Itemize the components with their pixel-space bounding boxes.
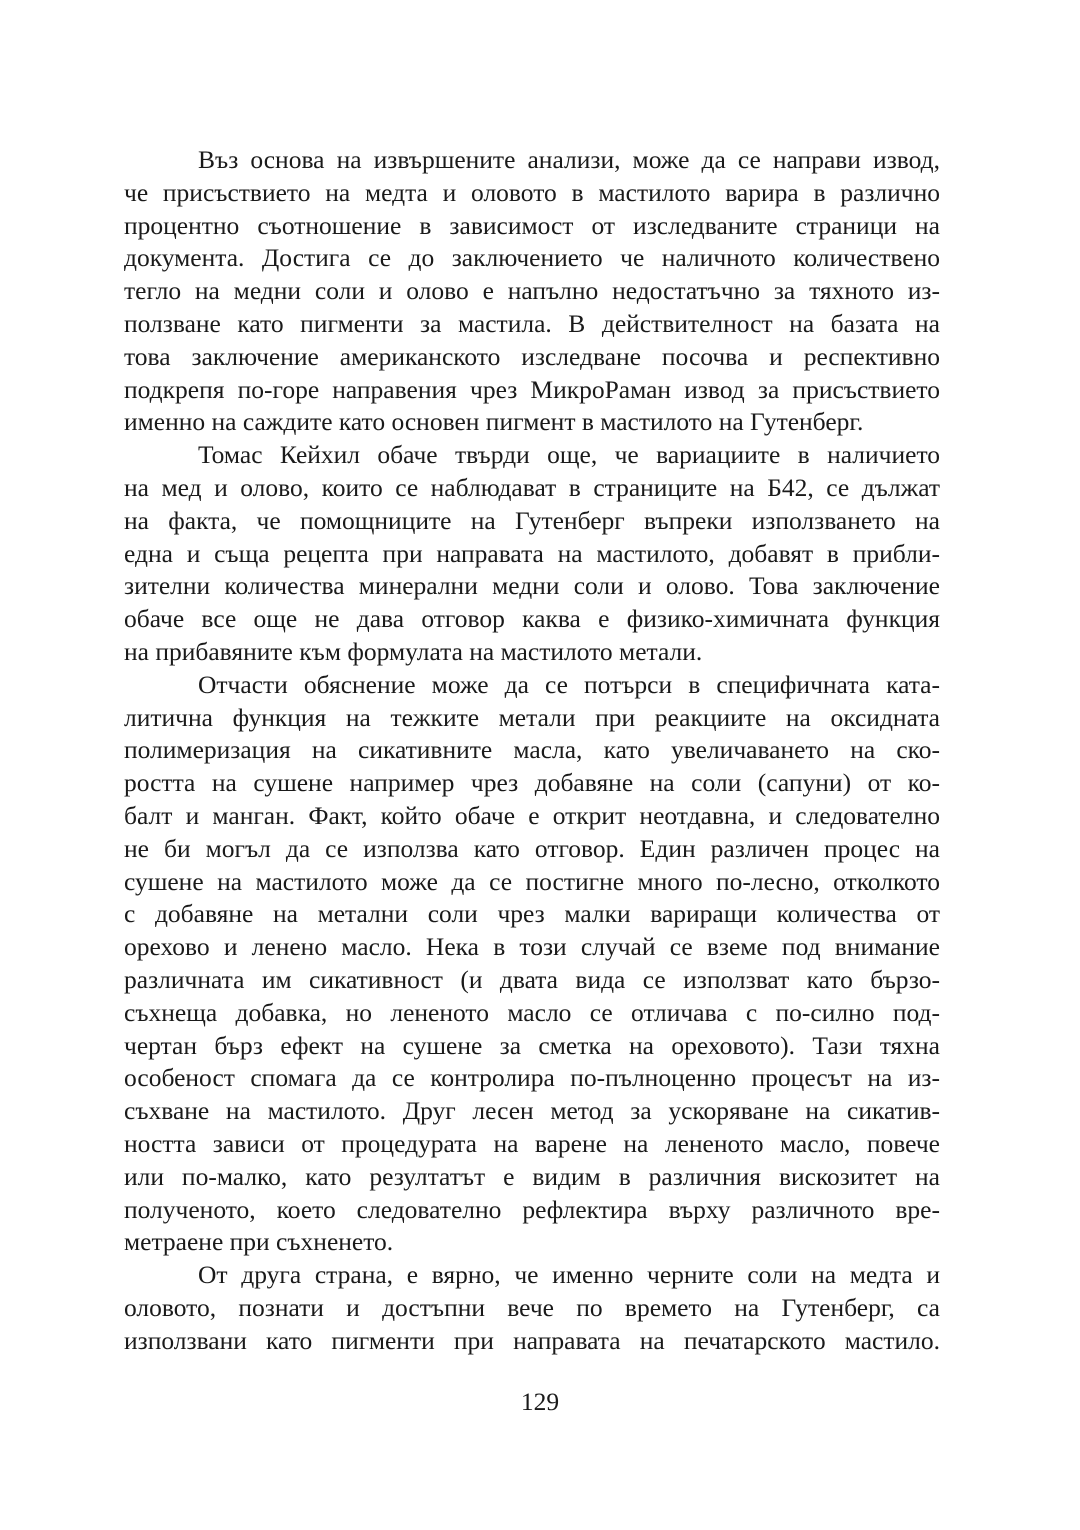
text-line: Въз основа на извършените анализи, може да се направи извод,	[198, 145, 940, 174]
text-line: документа. Достига се до заключението че наличното количествено	[124, 243, 940, 273]
text-line: на прибавяните към формулата на мастилото метали.	[124, 636, 703, 666]
text-line: сушене на мастилото може да се постигне много по-лесно, отколкото	[124, 866, 940, 896]
text-line: особеност спомага да се контролира по-пълноценно процесът на из-	[124, 1063, 940, 1093]
text-line: чертан бърз ефект на сушене за сметка на ореховото). Тази тяхна	[124, 1030, 940, 1060]
text-line: че присъствието на медта и оловото в мастилото варира в различно	[124, 177, 940, 207]
text-line: съхване на мастилото. Друг лесен метод за ускоряване на сикатив-	[124, 1096, 940, 1126]
text-line: на мед и олово, които се наблюдават в страниците на Б42, се дължат	[124, 472, 940, 502]
text-line: това заключение американското изследване посочва и респективно	[124, 341, 940, 371]
text-line: полимеризация на сикативните масла, като увеличаването на ско-	[124, 735, 940, 765]
text-line: съхнеща добавка, но лененото масло се отличава с по-силно под-	[124, 997, 940, 1027]
text-line: литична функция на тежките метали при реакциите на оксидната	[124, 702, 940, 732]
text-line: орехово и ленено масло. Нека в този случай се вземе под внимание	[124, 932, 940, 962]
text-line: една и съща рецепта при направата на мастилото, добавят в прибли-	[124, 538, 940, 568]
text-line: или по-малко, като резултатът е видим в различния вискозитет на	[124, 1161, 940, 1191]
paragraph	[124, 144, 940, 439]
paragraph	[124, 1259, 940, 1357]
text-line: ползване като пигменти за мастила. В действителност на базата на	[124, 308, 940, 338]
text-line: процентно съотношение в зависимост от изследваните страници на	[124, 210, 940, 240]
text-line: именно на саждите като основен пигмент в мастилото на Гутенберг.	[124, 407, 864, 437]
paragraph	[124, 439, 940, 669]
paragraph	[124, 669, 940, 1259]
text-line: оловото, познати и достъпни вече по времето на Гутенберг, са	[124, 1292, 940, 1322]
text-line: тегло на медни соли и олово е напълно недостатъчно за тяхното из-	[124, 276, 940, 306]
text-line: балт и манган. Факт, който обаче е открит неотдавна, и следователно	[124, 800, 940, 830]
text-line: Отчасти обяснение може да се потърси в специфичната ката-	[198, 669, 940, 699]
text-line: полученото, което следователно рефлектира върху различното вре-	[124, 1194, 940, 1224]
body-text	[124, 144, 940, 1357]
text-line: От друга страна, е вярно, че именно черните соли на медта и	[198, 1260, 940, 1290]
text-line: с добавяне на метални соли чрез малки вариращи количества от	[124, 899, 940, 929]
text-line: зителни количества минерални медни соли и олово. Това заключение	[124, 571, 940, 601]
text-line: на факта, че помощниците на Гутенберг въпреки използването на	[124, 505, 940, 535]
text-line: използвани като пигменти при направата на печатарското мастило.	[124, 1325, 940, 1355]
text-line: ростта на сушене например чрез добавяне на соли (сапуни) от ко-	[124, 768, 940, 798]
text-line: ността зависи от процедурата на варене на лененото масло, повече	[124, 1128, 940, 1158]
page-number: 129	[520, 1387, 560, 1416]
text-line: метраене при съхненето.	[124, 1227, 394, 1257]
text-line: различната им сикативност (и двата вида се използват като бързо-	[124, 964, 940, 994]
text-line: подкрепя по-горе направения чрез МикроРаман извод за присъствието	[124, 374, 940, 404]
text-line: обаче все още не дава отговор каква е физико-химичната функция	[124, 604, 940, 634]
text-line: Томас Кейхил обаче твърди още, че вариациите в наличието	[198, 440, 940, 470]
text-line: не би могъл да се използва като отговор. Един различен процес на	[124, 833, 940, 863]
